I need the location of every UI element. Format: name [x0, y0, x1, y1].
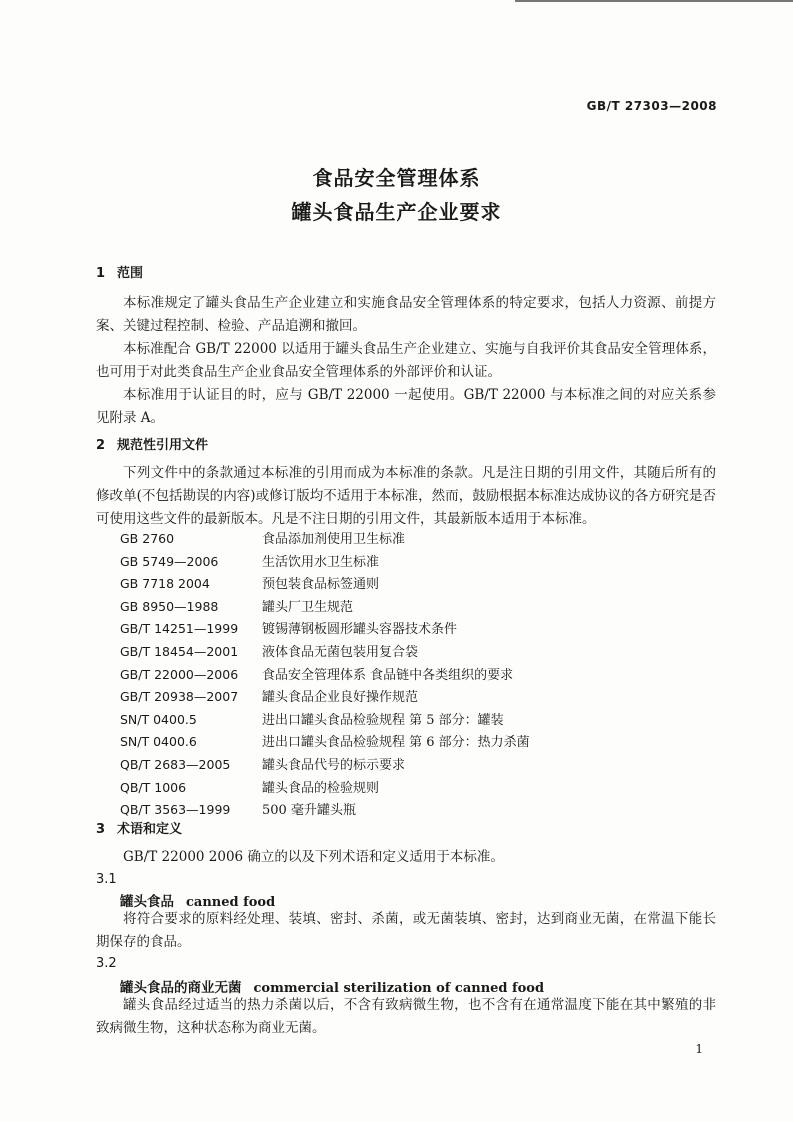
reference-code: GB 5749—2006	[120, 553, 219, 569]
paragraph: 本标准配合 GB/T 22000 以适用于罐头食品生产企业建立、实施与自我评价其食品安全管理体系，也可用于对此类食品生产企业食品安全管理体系的外部评价和认证。	[96, 341, 716, 380]
reference-item	[120, 551, 680, 574]
reference-title: 进出口罐头食品检验规程 第 5 部分：罐装	[262, 712, 504, 728]
reference-item	[120, 641, 680, 664]
reference-code: QB/T 2683—2005	[120, 756, 231, 772]
paragraph: 本标准用于认证目的时，应与 GB/T 22000 一起使用。GB/T 22000 与本标准之间的对应关系参见附录 A。	[96, 387, 716, 426]
scan-edge-line	[515, 0, 793, 2]
document-title-line1: 食品安全管理体系	[312, 166, 481, 190]
reference-title: 罐头食品代号的标示要求	[262, 757, 406, 773]
reference-item	[120, 754, 680, 777]
reference-code: SN/T 0400.6	[120, 734, 197, 750]
reference-code: SN/T 0400.5	[120, 711, 197, 727]
section-number: 2	[96, 438, 106, 453]
term-definition: 罐头食品经过适当的热力杀菌以后，不含有致病微生物，也不含有在通常温度下能在其中繁殖的非致病微生物，这种状态称为商业无菌。	[96, 997, 716, 1036]
reference-item	[120, 528, 680, 551]
reference-code: GB 8950—1988	[120, 598, 219, 614]
section-3-heading	[96, 818, 182, 837]
reference-item	[120, 799, 680, 822]
reference-code: GB 7718 2004	[120, 576, 210, 592]
reference-title: 罐头厂卫生规范	[262, 599, 354, 615]
page-number: 1	[695, 1042, 703, 1056]
term-definition: 将符合要求的原料经处理、装填、密封、杀菌，或无菌装填、密封，达到商业无菌，在常温下能长期保存的食品。	[96, 911, 716, 950]
section-title: 规范性引用文件	[117, 438, 209, 453]
term-entry	[120, 890, 275, 910]
reference-item	[120, 664, 680, 687]
reference-code: GB/T 18454—2001	[120, 643, 239, 659]
reference-item	[120, 596, 680, 619]
reference-item	[120, 731, 680, 754]
reference-item	[120, 709, 680, 732]
reference-code: GB 2760	[120, 531, 175, 546]
reference-code: QB/T 3563—1999	[120, 802, 231, 818]
reference-title: 食品添加剂使用卫生标准	[262, 532, 406, 547]
term-english: canned food	[186, 895, 276, 910]
section-number: 3	[96, 822, 106, 837]
paragraph: 下列文件中的条款通过本标准的引用而成为本标准的条款。凡是注日期的引用文件，其随后所有的修改单(不包括勘误的内容)或修订版均不适用于本标准，然而，鼓励根据本标准达成协议的各方研究是否可使用这些文件的最新版本。凡是不注日期的引用文件，其最新版本适用于本标准。	[96, 465, 716, 527]
reference-title: 罐头食品企业良好操作规范	[262, 690, 419, 706]
reference-title: 预包装食品标签通则	[262, 577, 380, 593]
term-english: commercial sterilization of canned food	[253, 981, 545, 996]
section-number: 1	[96, 266, 106, 281]
reference-code: GB/T 22000—2006	[120, 666, 239, 682]
clause-number: 3.2	[96, 956, 117, 971]
reference-title: 液体食品无菌包装用复合袋	[262, 644, 419, 660]
standard-code: GB/T 27303—2008	[586, 99, 717, 113]
reference-title: 镀锡薄钢板圆形罐头容器技术条件	[262, 622, 458, 638]
section-title: 范围	[117, 266, 144, 281]
reference-item	[120, 777, 680, 800]
reference-title: 生活饮用水卫生标准	[262, 554, 380, 570]
reference-item	[120, 573, 680, 596]
reference-item	[120, 686, 680, 709]
reference-code: GB/T 20938—2007	[120, 689, 239, 705]
reference-title: 进出口罐头食品检验规程 第 6 部分：热力杀菌	[262, 735, 530, 751]
reference-title: 500 毫升罐头瓶	[262, 803, 356, 819]
section-1-heading	[96, 262, 143, 281]
section-2-heading	[96, 434, 208, 453]
term-chinese: 罐头食品	[120, 894, 174, 910]
reference-item	[120, 618, 680, 641]
paragraph: 本标准规定了罐头食品生产企业建立和实施食品安全管理体系的特定要求，包括人力资源、前提方案、关键过程控制、检验、产品追溯和撤回。	[96, 295, 716, 334]
term-entry	[120, 976, 544, 996]
clause-number: 3.1	[96, 872, 117, 887]
reference-title: 食品安全管理体系 食品链中各类组织的要求	[262, 667, 514, 683]
reference-title: 罐头食品的检验规则	[262, 780, 380, 796]
term-chinese: 罐头食品的商业无菌	[120, 980, 242, 996]
section-title: 术语和定义	[117, 822, 183, 837]
document-title-line2: 罐头食品生产企业要求	[291, 200, 502, 224]
reference-code: QB/T 1006	[120, 779, 187, 795]
reference-code: GB/T 14251—1999	[120, 621, 239, 637]
paragraph: GB/T 22000 2006 确立的以及下列术语和定义适用于本标准。	[123, 849, 504, 865]
reference-list	[120, 528, 680, 822]
